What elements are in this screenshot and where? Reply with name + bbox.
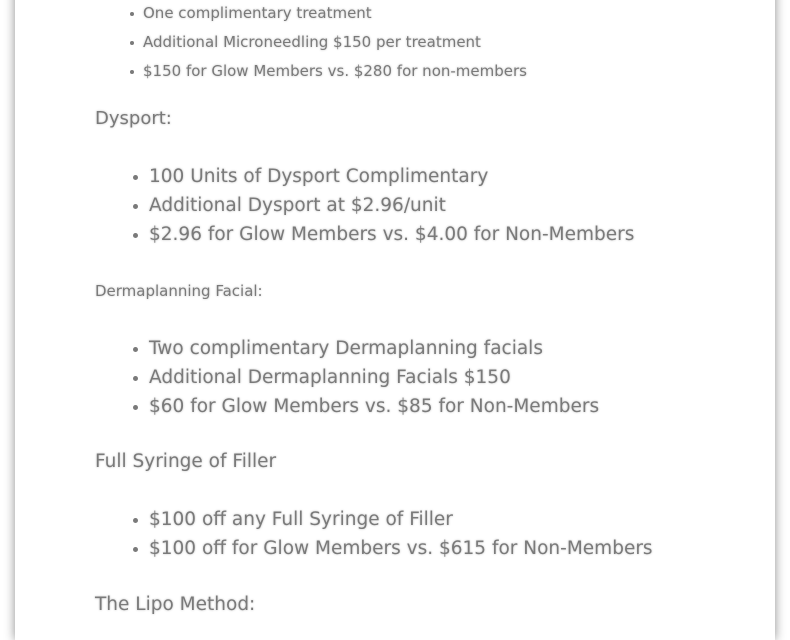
list-item: $100 off for Glow Members vs. $615 for Non-Members [149, 534, 653, 563]
list-item: Additional Microneedling $150 per treatment [143, 28, 527, 57]
filler-heading: Full Syringe of Filler [95, 451, 277, 472]
dermaplanning-list [149, 334, 599, 421]
list-item: $2.96 for Glow Members vs. $4.00 for Non-Members [149, 220, 634, 249]
microneedling-list [143, 0, 527, 86]
list-item: $100 off any Full Syringe of Filler [149, 505, 653, 534]
lipo-heading: The Lipo Method: [95, 594, 256, 615]
dermaplanning-heading: Dermaplanning Facial: [95, 282, 263, 300]
list-item: Additional Dysport at $2.96/unit [149, 191, 634, 220]
dysport-heading: Dysport: [95, 108, 172, 129]
filler-list [149, 505, 653, 563]
list-item: Additional Dermaplanning Facials $150 [149, 363, 599, 392]
list-item: $60 for Glow Members vs. $85 for Non-Members [149, 392, 599, 421]
document-page [15, 0, 775, 640]
dysport-list [149, 162, 634, 249]
list-item: $150 for Glow Members vs. $280 for non-members [143, 57, 527, 86]
list-item: 100 Units of Dysport Complimentary [149, 162, 634, 191]
list-item: Two complimentary Dermaplanning facials [149, 334, 599, 363]
list-item: One complimentary treatment [143, 0, 527, 28]
